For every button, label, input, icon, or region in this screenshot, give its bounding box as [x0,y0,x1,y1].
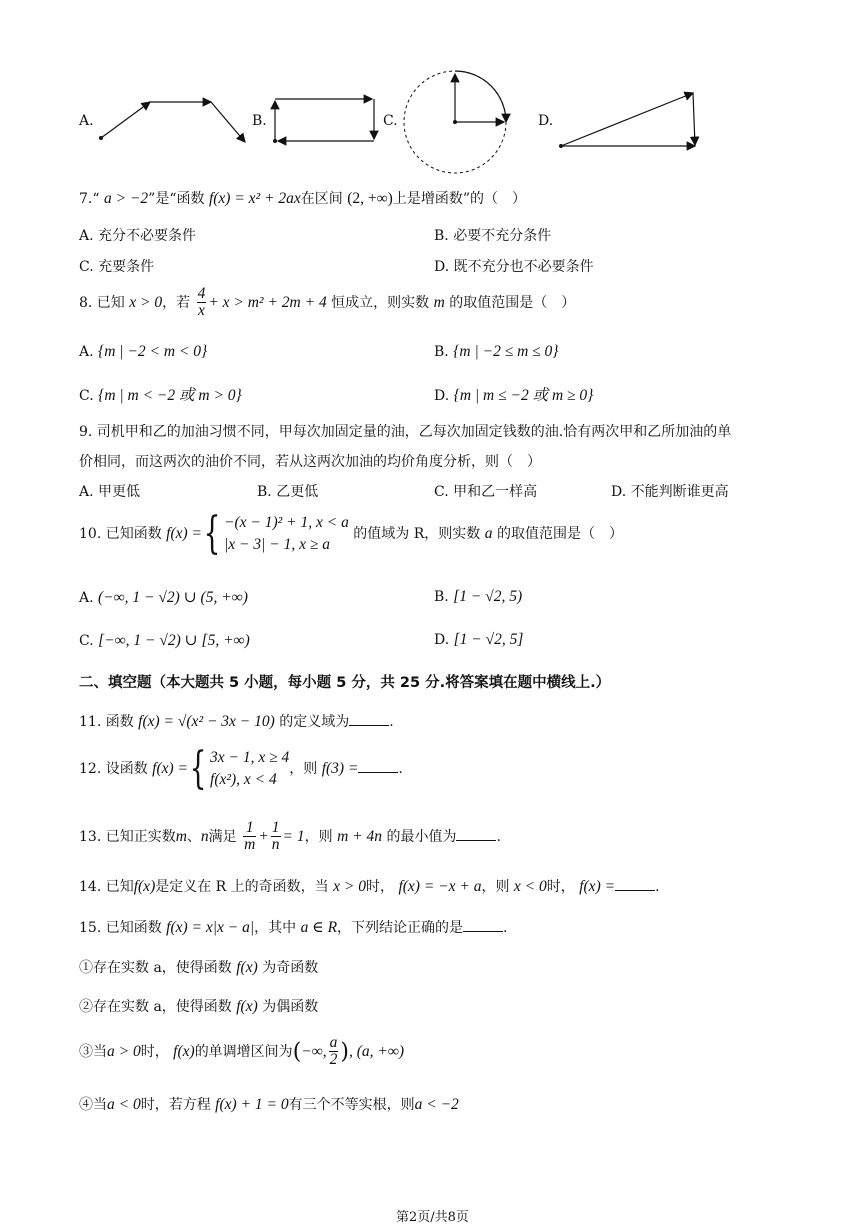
q7-option-a: A. 充分不必要条件 [79,228,197,244]
q15-option-2: ②存在实数 a，使得函数 f(x) 为偶函数 [79,998,319,1015]
q9-option-a: A. 甲更低 [79,484,141,500]
q7-option-b: B. 必要不充分条件 [434,228,552,244]
answer-blank[interactable] [463,917,503,932]
q9-option-b: B. 乙更低 [257,484,319,500]
q10-option-a: A. (−∞, 1 − √2) ∪ (5, +∞) [79,589,248,606]
q15-option-1: ①存在实数 a，使得函数 f(x) 为奇函数 [79,959,319,976]
q15-option-4: ④当a < 0时，若方程 f(x) + 1 = 0有三个不等实根，则a < −2 [79,1096,459,1113]
q7-option-d: D. 既不充分也不必要条件 [434,259,594,275]
q15-option-3: ③当a > 0时， f(x)的单调增区间为(−∞, $\frac{a}{2}$ ), (a, +∞) [79,1034,405,1069]
answer-blank[interactable] [358,758,398,773]
q8-option-a: A. {m | −2 < m < 0} [79,343,208,360]
page-number: 第2页/共8页 [396,1210,469,1225]
answer-blank[interactable] [456,826,496,841]
q14-stem: 14. 已知f(x)是定义在 R 上的奇函数，当 x > 0时， f(x) = −x + a，则 x < 0时， f(x) = . [79,878,660,895]
q6-option-b-label: B. [252,113,267,129]
q10-option-b: B. [1 − √2, 5) [434,588,523,605]
q6-option-c-label: C. [383,113,398,129]
answer-blank[interactable] [615,876,655,891]
q7-option-c: C. 充要条件 [79,259,155,275]
q6-option-d-figure [555,85,703,153]
q9-option-c: C. 甲和乙一样高 [434,484,538,500]
q15-stem: 15. 已知函数 f(x) = x|x − a|，其中 a ∈ R，下列结论正确的是 . [79,919,508,936]
q12-stem: 12. 设函数 f(x) ={ 3x − 1, x ≥ 4 f(x²), x < 4 ，则 f(3) = . [79,743,403,794]
q9-option-d: D. 不能判断谁更高 [611,484,729,500]
q6-option-b-figure [268,92,383,148]
q6-option-a-label: A. [79,113,94,129]
q9-stem-line1: 9. 司机甲和乙的加油习惯不同，甲每次加固定量的油，乙每次加固定钱数的油.恰有两次甲和乙所加油的单 [79,424,732,440]
q9-stem-line2: 价相同，而这两次的油价不同，若从这两次加油的均价角度分析，则（ ） [79,454,541,470]
answer-blank[interactable] [349,711,389,726]
q8-option-b: B. {m | −2 ≤ m ≤ 0} [434,343,559,360]
section-heading: 二、填空题（本大题共 5 小题，每小题 5 分，共 25 分.将答案填在题中横线上.） [79,675,611,691]
q8-option-c: C. {m | m < −2 或 m > 0} [79,387,242,404]
q8-option-d: D. {m | m ≤ −2 或 m ≥ 0} [434,387,594,404]
q7-stem: 7.“ a > −2”是“函数 f(x) = x² + 2ax在区间 (2, +∞)上是增函数”的（ ） [79,190,527,207]
q10-option-d: D. [1 − √2, 5] [434,631,524,648]
q6-option-a-figure [95,90,255,150]
q6-option-d-label: D. [538,113,554,129]
q13-stem: 13. 已知正实数m、n满足 $\frac{1}{m}$ + $\frac{1}{n}$ = 1，则 m + 4n 的最小值为 . [79,819,501,854]
q8-stem: 8. 已知 x > 0，若 $\frac{4}{x}$ + x > m² + 2m + 4 恒成立，则实数 m 的取值范围是（ ） [79,285,576,320]
q11-stem: 11. 函数 f(x) = √(x² − 3x − 10) 的定义域为 . [79,713,394,730]
q10-option-c: C. [−∞, 1 − √2) ∪ [5, +∞) [79,632,250,649]
q10-stem: 10. 已知函数 f(x) ={ −(x − 1)² + 1, x < a |x − 3| − 1, x ≥ a 的值域为 R，则实数 a 的取值范围是（ ） [79,508,623,559]
q6-option-c-figure [400,68,515,176]
